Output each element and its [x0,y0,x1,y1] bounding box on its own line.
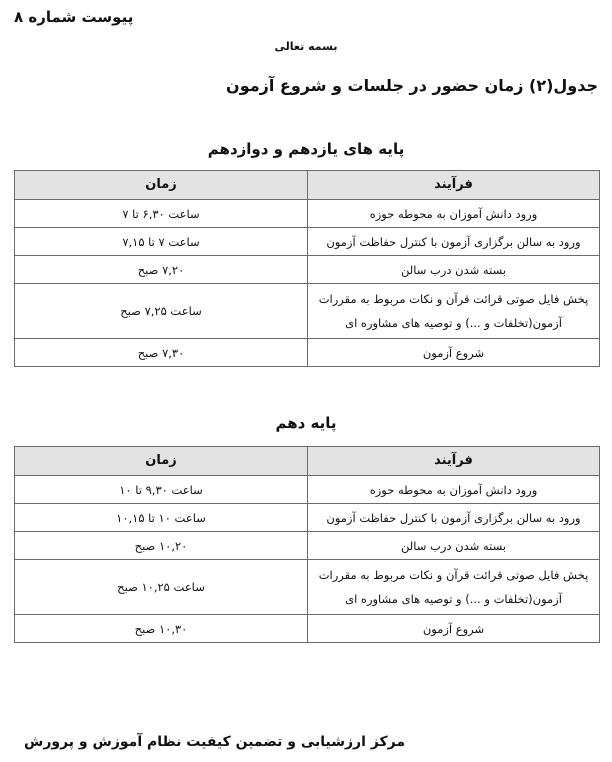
table-row [15,284,600,339]
time-cell: ۱۰,۳۰ صبح [15,615,308,643]
table-row [15,228,600,256]
schedule-table-grades-11-12 [14,170,600,367]
process-cell: بسته شدن درب سالن [308,532,600,560]
table-header-row [15,171,600,200]
process-cell: بسته شدن درب سالن [308,256,600,284]
column-header-process: فرآیند [308,447,600,476]
table-row [15,560,600,615]
time-cell: ۱۰,۲۰ صبح [15,532,308,560]
time-cell: ساعت ۱۰,۲۵ صبح [15,560,308,615]
schedule-table-grade-10 [14,446,600,643]
table-row [15,339,600,367]
section-title-grades-11-12: پایه های یازدهم و دوازدهم [207,140,405,158]
table-row [15,532,600,560]
process-cell: ورود دانش آموزان به محوطه حوزه [308,476,600,504]
process-cell: ورود به سالن برگزاری آزمون با کنترل حفاظت آزمون [308,228,600,256]
document-title: جدول(۲) زمان حضور در جلسات و شروع آزمون [226,76,598,95]
column-header-process: فرآیند [308,171,600,200]
table-row [15,615,600,643]
annex-number: پیوست شماره ۸ [14,8,134,26]
table-row [15,256,600,284]
time-cell: ساعت ۷ تا ۷,۱۵ [15,228,308,256]
table-header-row [15,447,600,476]
table-row [15,476,600,504]
process-cell: ورود به سالن برگزاری آزمون با کنترل حفاظت آزمون [308,504,600,532]
column-header-time: زمان [15,447,308,476]
process-cell: شروع آزمون [308,339,600,367]
table-row [15,200,600,228]
process-cell: شروع آزمون [308,615,600,643]
time-cell: ساعت ۶,۳۰ تا ۷ [15,200,308,228]
table-row [15,504,600,532]
time-cell: ساعت ۷,۲۵ صبح [15,284,308,339]
process-cell: پخش فایل صوتی قرائت قرآن و نکات مربوط به مقررات آزمون(تخلفات و ...) و توصیه های مشاوره ای [308,560,600,615]
process-cell: ورود دانش آموزان به محوطه حوزه [308,200,600,228]
time-cell: ساعت ۱۰ تا ۱۰,۱۵ [15,504,308,532]
organization-footer: مرکز ارزشیابی و تضمین کیفیت نظام آموزش و پرورش [24,734,406,750]
basmala: بسمه تعالی [274,40,338,53]
time-cell: ساعت ۹,۳۰ تا ۱۰ [15,476,308,504]
process-cell: پخش فایل صوتی قرائت قرآن و نکات مربوط به مقررات آزمون(تخلفات و ...) و توصیه های مشاوره ای [308,284,600,339]
column-header-time: زمان [15,171,308,200]
time-cell: ۷,۲۰ صبح [15,256,308,284]
time-cell: ۷,۳۰ صبح [15,339,308,367]
section-title-grade-10: پایه دهم [275,414,337,432]
